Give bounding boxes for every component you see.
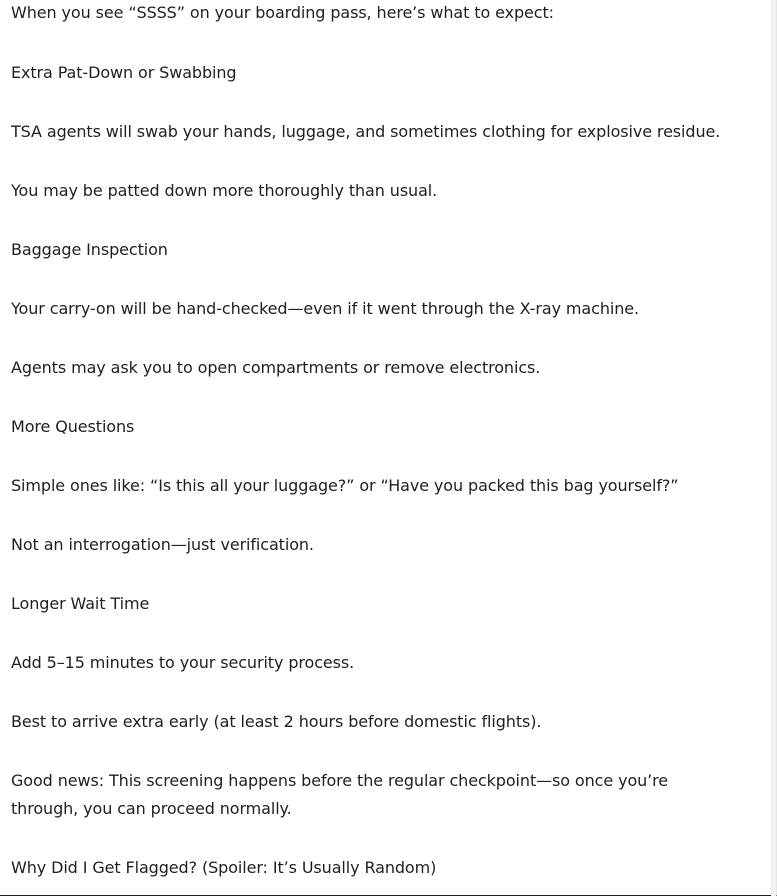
paragraph-open-compartments: Agents may ask you to open compartments or remove electronics. [11, 358, 541, 377]
paragraph-add-minutes: Add 5–15 minutes to your security process. [11, 653, 355, 672]
paragraph-swab-details: TSA agents will swab your hands, luggage, and sometimes clothing for explosive residue. [11, 122, 721, 141]
section-heading-longer-wait-time: Longer Wait Time [11, 594, 150, 613]
intro-paragraph: When you see “SSSS” on your boarding pass, here’s what to expect: [11, 3, 554, 22]
paragraph-verification: Not an interrogation—just verification. [11, 535, 314, 554]
vertical-scrollbar[interactable] [771, 0, 776, 896]
paragraph-simple-questions: Simple ones like: “Is this all your luggage?” or “Have you packed this bag yourself?” [11, 476, 679, 495]
section-heading-more-questions: More Questions [11, 417, 135, 436]
paragraph-good-news: Good news: This screening happens before the regular checkpoint—so once you’re through, you can proceed normally. [11, 771, 669, 818]
section-heading-baggage-inspection: Baggage Inspection [11, 240, 168, 259]
paragraph-arrive-early: Best to arrive extra early (at least 2 hours before domestic flights). [11, 712, 542, 731]
section-heading-why-flagged: Why Did I Get Flagged? (Spoiler: It’s Usually Random) [11, 858, 437, 877]
paragraph-carry-on-check: Your carry-on will be hand-checked—even if it went through the X-ray machine. [11, 299, 639, 318]
section-heading-extra-pat-down: Extra Pat-Down or Swabbing [11, 63, 237, 82]
paragraph-pat-down-details: You may be patted down more thoroughly than usual. [11, 181, 438, 200]
